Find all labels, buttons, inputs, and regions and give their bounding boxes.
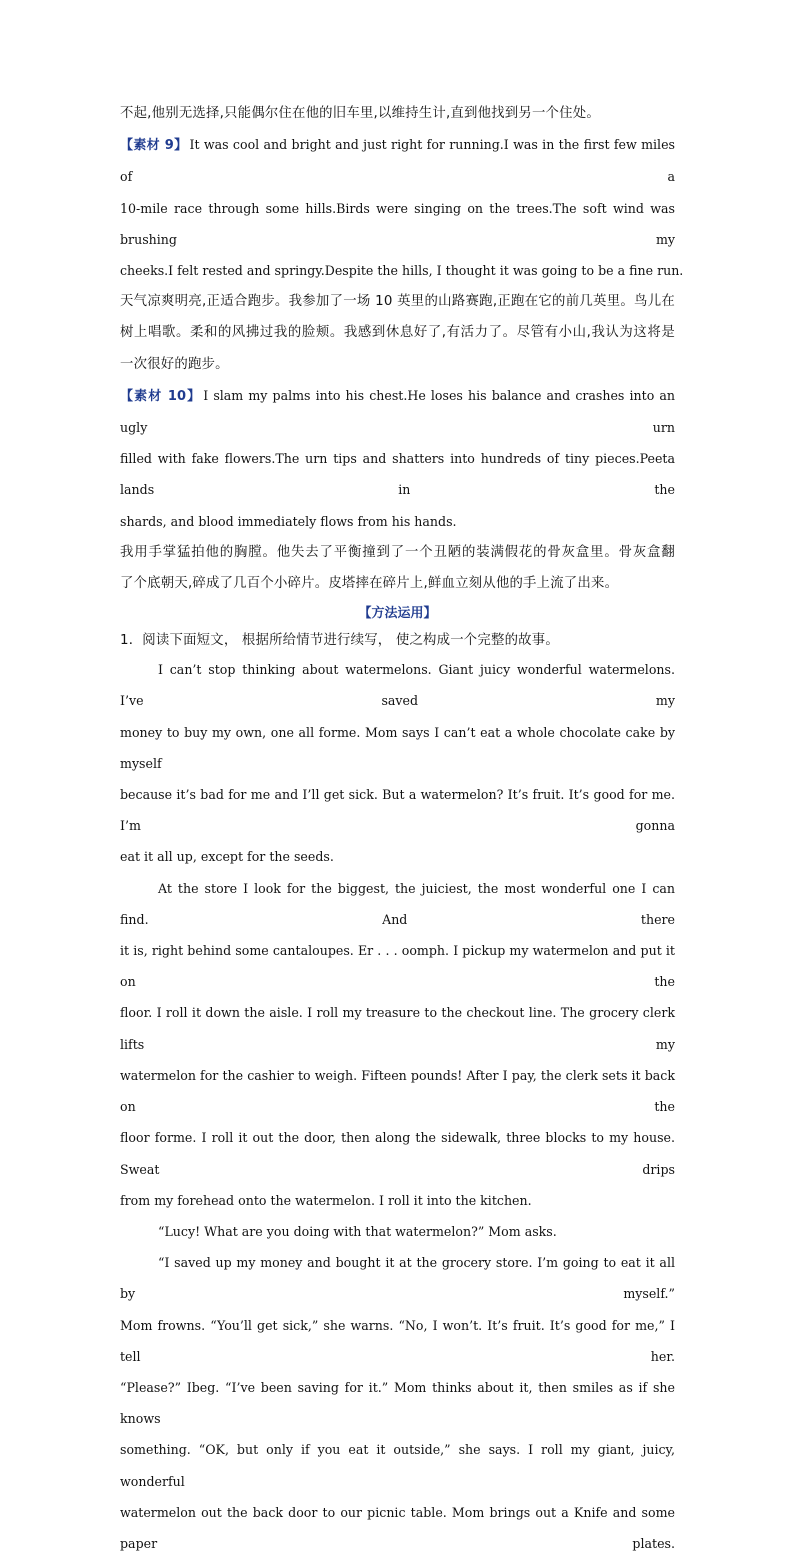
story-p4-line-1: “I saved up my money and bought it at the grocery store. I’m going to eat it all by myself.” <box>120 1255 675 1302</box>
material-10-tag: 【素材 10】 <box>120 388 202 404</box>
story-p1-line-1: I can’t stop thinking about watermelons. Giant juicy wonderful watermelons. I’ve saved my <box>120 662 675 709</box>
section-title: 【方法运用】 <box>358 606 437 622</box>
story-p3-line-1: “Lucy! What are you doing with that watermelon?” Mom asks. <box>158 1223 557 1239</box>
story-p4-line-4: something. “OK, but only if you eat it outside,” she says. I roll my giant, juicy, wonderful <box>120 1442 675 1489</box>
story-p4-line-5: watermelon out the back door to our picnic table. Mom brings out a Knife and some paper plates. <box>120 1504 675 1551</box>
material-8-translation-end: 不起,他别无选择,只能偶尔住在他的旧车里,以维持生计,直到他找到另一个住处。 <box>120 106 600 121</box>
story-p1-line-4: eat it all up, except for the seeds. <box>120 849 334 865</box>
material-9-en-line-2: 10-mile race through some hills.Birds were singing on the trees.The soft wind was brushing my <box>120 200 675 247</box>
story-p2-line-2: it is, right behind some cantaloupes. Er . . . oomph. I pickup my watermelon and put it on the <box>120 943 675 990</box>
question-prompt: 1．阅读下面短文， 根据所给情节进行续写， 使之构成一个完整的故事。 <box>120 633 559 649</box>
material-9-en-line-1: 【素材 9】 It was cool and bright and just right for running.I was in the first few miles of a <box>120 137 675 185</box>
story-p2-line-5: floor forme. I roll it out the door, then along the sidewalk, three blocks to my house. Sweat drips <box>120 1130 675 1177</box>
story-p1-line-3: because it’s bad for me and I’ll get sick. But a watermelon? It’s fruit. It’s good for me. I’m gonna <box>120 787 675 834</box>
story-p1-line-2: money to buy my own, one all forme. Mom says I can’t eat a whole chocolate cake by myself <box>120 724 675 771</box>
story-p2-line-3: floor. I roll it down the aisle. I roll my treasure to the checkout line. The grocery clerk lifts my <box>120 1005 675 1052</box>
material-9-tag: 【素材 9】 <box>120 138 188 154</box>
material-9-en-line-3: cheeks.I felt rested and springy.Despite the hills, I thought it was going to be a fine run. <box>120 263 684 279</box>
story-p2-line-1: At the store I look for the biggest, the juiciest, the most wonderful one I can find. And there <box>120 880 675 927</box>
story-p2-line-4: watermelon for the cashier to weigh. Fifteen pounds! After I pay, the clerk sets it back on the <box>120 1067 675 1115</box>
material-10-en-line-3: shards, and blood immediately flows from his hands. <box>120 513 457 529</box>
material-10-zh-line-2: 了个底朝天,碎成了几百个小碎片。皮塔摔在碎片上,鲜血立刻从他的手上流了出来。 <box>120 576 619 592</box>
material-10-zh-line-1: 我用手掌猛拍他的胸膛。他失去了平衡撞到了一个丑陋的装满假花的骨灰盒里。骨灰盒翻 <box>120 544 675 560</box>
material-9-zh-line-2: 树上唱歌。柔和的风拂过我的脸颊。我感到休息好了,有活力了。尽管有小山,我认为这将是 <box>120 325 675 341</box>
document-page <box>120 98 684 1559</box>
material-10-en-line-1: 【素材 10】 I slam my palms into his chest.He loses his balance and crashes into an ugly urn <box>120 387 675 436</box>
story-p4-line-3: “Please?” Ibeg. “I’ve been saving for it.” Mom thinks about it, then smiles as if she knows <box>120 1379 675 1427</box>
material-9-zh-line-1: 天气凉爽明亮,正适合跑步。我参加了一场 10 英里的山路赛跑,正跑在它的前几英里。鸟儿在 <box>120 294 675 310</box>
story-p2-line-6: from my forehead onto the watermelon. I roll it into the kitchen. <box>120 1192 532 1208</box>
material-10-en-line-2: filled with fake flowers.The urn tips and shatters into hundreds of tiny pieces.Peeta lands in the <box>120 451 675 498</box>
material-9-zh-line-3: 一次很好的跑步。 <box>120 356 229 372</box>
story-p4-line-2: Mom frowns. “You’ll get sick,” she warns. “No, I won’t. It’s fruit. It’s good for me,” I tell her. <box>120 1317 675 1364</box>
